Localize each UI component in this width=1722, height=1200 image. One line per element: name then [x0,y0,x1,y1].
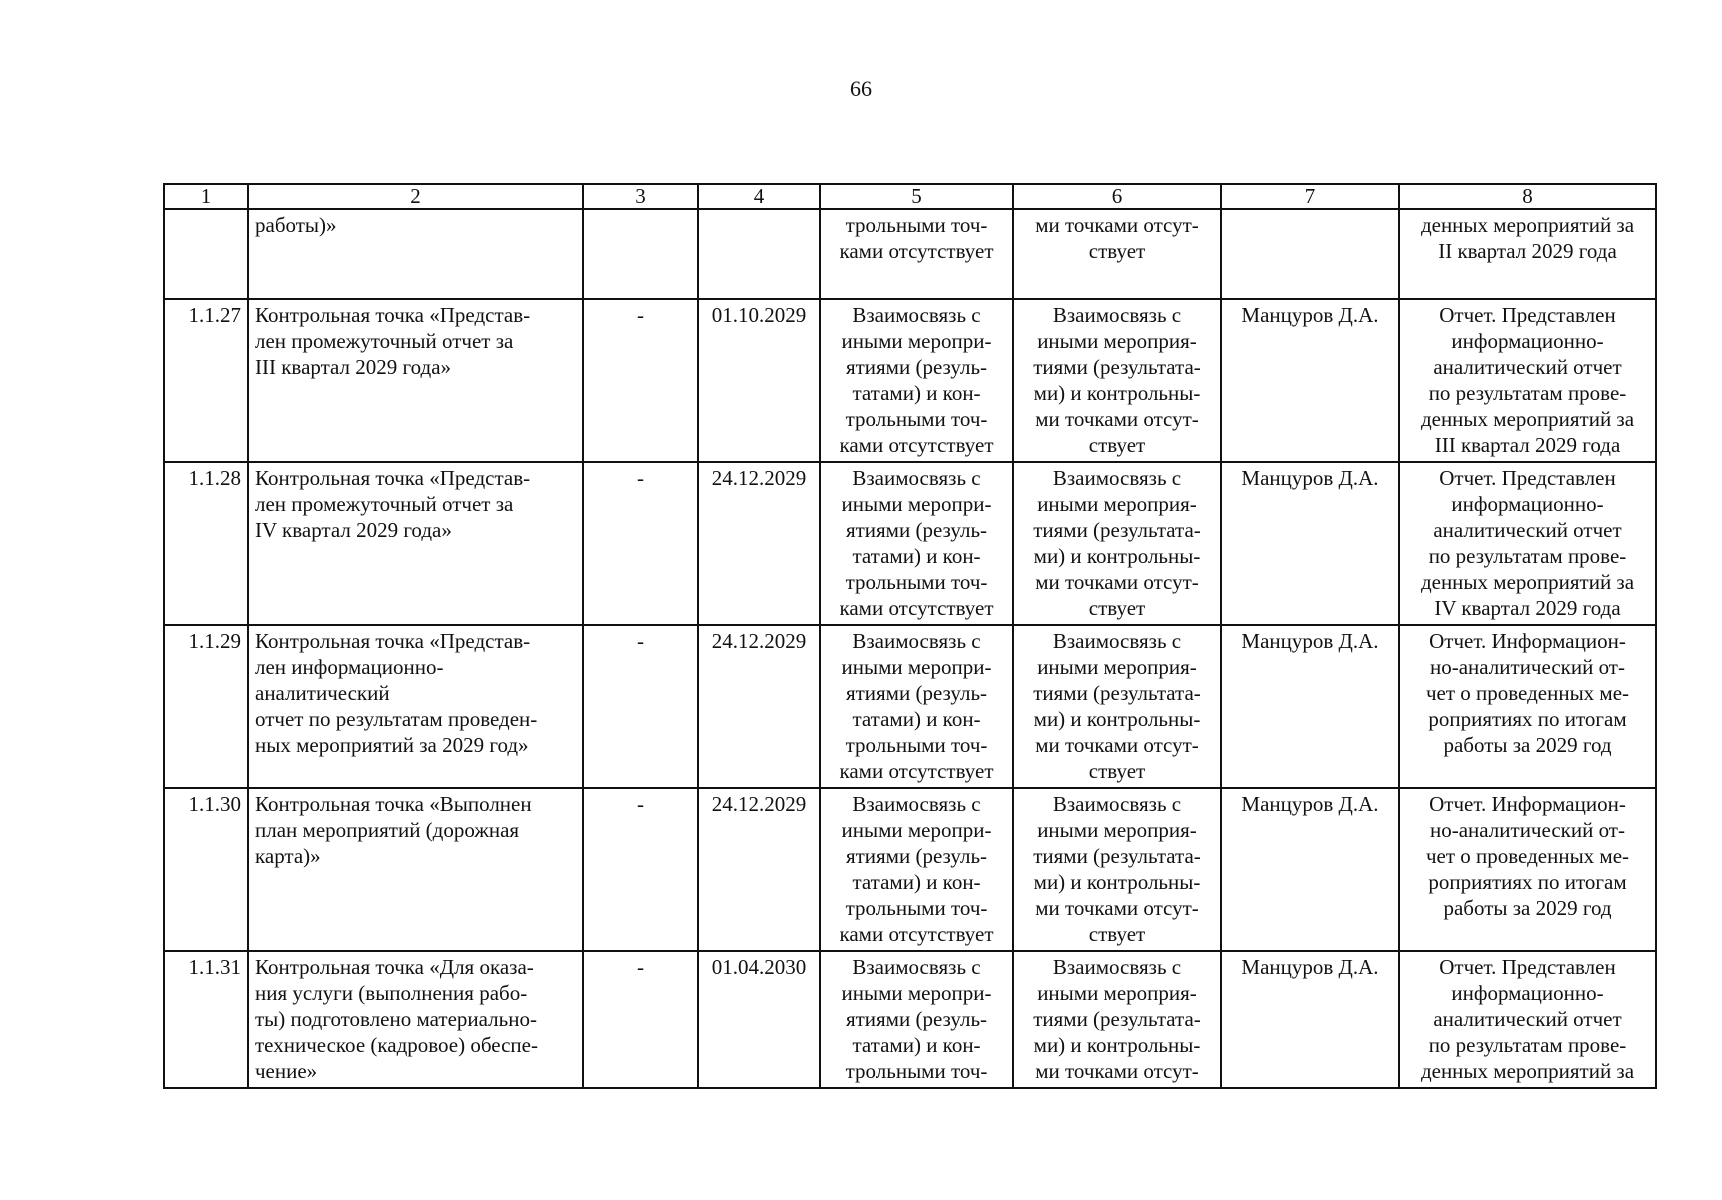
table-row [164,299,1656,462]
relation-checkpoints: Взаимосвязь с иными мероприя- тиями (результата- ми) и контрольны- ми точками отсут- ствует [1013,299,1221,462]
row-id: 1.1.27 [164,299,248,462]
column-number-row [164,184,1656,209]
page-number: 66 [850,76,872,101]
deadline-date [698,209,820,299]
checkpoint-name: Контрольная точка «Представ- лен информационно- аналитический отчет по результатам проведен- ных мероприятий за 2029 год» [248,625,583,788]
column-number: 3 [583,184,698,209]
result-document: Отчет. Представлен информационно- аналитический отчет по результатам прове- денных мероприятий за III квартал 2029 года [1399,299,1656,462]
relation-checkpoints: ми точками отсут- ствует [1013,209,1221,299]
relation-results: Взаимосвязь с иными меропри- ятиями (резуль- татами) и кон- трольными точ- ками отсутствует [820,462,1013,625]
relation-checkpoints: Взаимосвязь с иными мероприя- тиями (результата- ми) и контрольны- ми точками отсут- ствует [1013,788,1221,951]
relation-results: Взаимосвязь с иными меропри- ятиями (резуль- татами) и кон- трольными точ- [820,951,1013,1088]
result-document: денных мероприятий за II квартал 2029 года [1399,209,1656,299]
table-row [164,462,1656,625]
responsible-person [1221,209,1399,299]
column-number: 8 [1399,184,1656,209]
relation-results: Взаимосвязь с иными меропри- ятиями (резуль- татами) и кон- трольными точ- ками отсутствует [820,788,1013,951]
deadline-date: 01.04.2030 [698,951,820,1088]
responsible-person: Манцуров Д.А. [1221,625,1399,788]
result-document: Отчет. Представлен информационно- аналитический отчет по результатам прове- денных мероприятий за [1399,951,1656,1088]
column-number: 2 [248,184,583,209]
table-row [164,788,1656,951]
table-row [164,625,1656,788]
row-id: 1.1.29 [164,625,248,788]
checkpoint-name: Контрольная точка «Представ- лен промежуточный отчет за III квартал 2029 года» [248,299,583,462]
table-row [164,209,1656,299]
column-3-value: - [583,625,698,788]
relation-checkpoints: Взаимосвязь с иными мероприя- тиями (результата- ми) и контрольны- ми точками отсут- [1013,951,1221,1088]
result-document: Отчет. Информацион- но-аналитический от- чет о проведенных ме- роприятиях по итогам работы за 2029 год [1399,625,1656,788]
column-3-value: - [583,951,698,1088]
table-row [164,951,1656,1088]
column-3-value [583,209,698,299]
activities-table [163,183,1657,1089]
column-number: 1 [164,184,248,209]
relation-checkpoints: Взаимосвязь с иными мероприя- тиями (результата- ми) и контрольны- ми точками отсут- ствует [1013,625,1221,788]
responsible-person: Манцуров Д.А. [1221,299,1399,462]
result-document: Отчет. Информацион- но-аналитический от- чет о проведенных ме- роприятиях по итогам работы за 2029 год [1399,788,1656,951]
deadline-date: 01.10.2029 [698,299,820,462]
column-3-value: - [583,788,698,951]
relation-checkpoints: Взаимосвязь с иными мероприя- тиями (результата- ми) и контрольны- ми точками отсут- ствует [1013,462,1221,625]
row-id: 1.1.31 [164,951,248,1088]
deadline-date: 24.12.2029 [698,788,820,951]
relation-results: Взаимосвязь с иными меропри- ятиями (резуль- татами) и кон- трольными точ- ками отсутствует [820,625,1013,788]
result-document: Отчет. Представлен информационно- аналитический отчет по результатам прове- денных мероприятий за IV квартал 2029 года [1399,462,1656,625]
row-id: 1.1.28 [164,462,248,625]
relation-results: трольными точ- ками отсутствует [820,209,1013,299]
responsible-person: Манцуров Д.А. [1221,788,1399,951]
responsible-person: Манцуров Д.А. [1221,951,1399,1088]
column-number: 7 [1221,184,1399,209]
checkpoint-name: Контрольная точка «Выполнен план мероприятий (дорожная карта)» [248,788,583,951]
column-number: 5 [820,184,1013,209]
relation-results: Взаимосвязь с иными меропри- ятиями (резуль- татами) и кон- трольными точ- ками отсутствует [820,299,1013,462]
column-3-value: - [583,299,698,462]
deadline-date: 24.12.2029 [698,462,820,625]
row-id [164,209,248,299]
responsible-person: Манцуров Д.А. [1221,462,1399,625]
row-id: 1.1.30 [164,788,248,951]
checkpoint-name: Контрольная точка «Для оказа- ния услуги (выполнения рабо- ты) подготовлено материально- техническое (кадровое) обеспе- чение» [248,951,583,1088]
column-3-value: - [583,462,698,625]
checkpoint-name: работы)» [248,209,583,299]
deadline-date: 24.12.2029 [698,625,820,788]
column-number: 6 [1013,184,1221,209]
checkpoint-name: Контрольная точка «Представ- лен промежуточный отчет за IV квартал 2029 года» [248,462,583,625]
column-number: 4 [698,184,820,209]
